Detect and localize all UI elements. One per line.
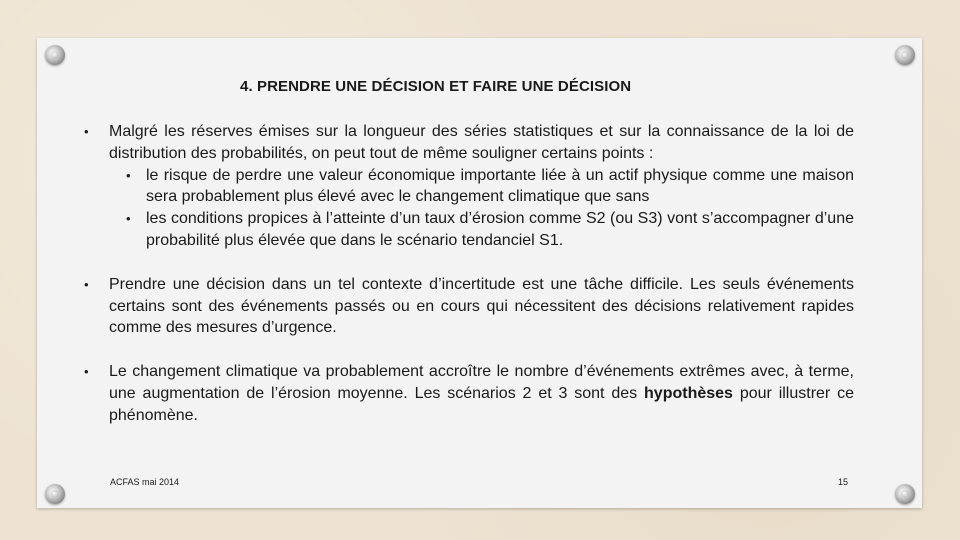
slide-title: 4. PRENDRE UNE DÉCISION ET FAIRE UNE DÉCISION [240, 78, 632, 95]
pushpin-icon [895, 484, 915, 504]
bullet-text: Le changement climatique va probablement accroître le nombre d’événements extrêmes avec, à terme, une augmentation de l’érosion moyenne. Les scénarios 2 et 3 sont des [109, 363, 854, 402]
pushpin-icon [895, 45, 915, 65]
slide-body [84, 121, 854, 427]
bullet-item: • Malgré les réserves émises sur la longueur des séries statistiques et sur la connaissance de la loi de distribution des probabilités, on peut tout de même souligner certains points : [84, 121, 854, 165]
bullet-bold-text: hypothèses [644, 384, 733, 402]
pushpin-icon [45, 45, 65, 65]
bullet-item: • Prendre une décision dans un tel contexte d’incertitude est une tâche difficile. Les seuls événements certains sont des événements passés ou en cours qui nécessitent des décisions relativement rapides comme des mesures d’urgence. [84, 274, 854, 339]
footer-text: ACFAS mai 2014 [110, 477, 180, 487]
page-number: 15 [838, 477, 849, 487]
pushpin-icon [45, 484, 65, 504]
sub-bullet-item: • le risque de perdre une valeur économique importante liée à un actif physique comme une maison sera probablement plus élevé avec le changement climatique que sans [84, 165, 854, 209]
bullet-text: pour illustrer ce phénomène. [109, 384, 855, 424]
bullet-item [84, 361, 854, 426]
sub-bullet-item: • les conditions propices à l’atteinte d’un taux d’érosion comme S2 (ou S3) vont s’accompagner d’une probabilité plus élevée que dans le scénario tendanciel S1. [84, 208, 854, 252]
